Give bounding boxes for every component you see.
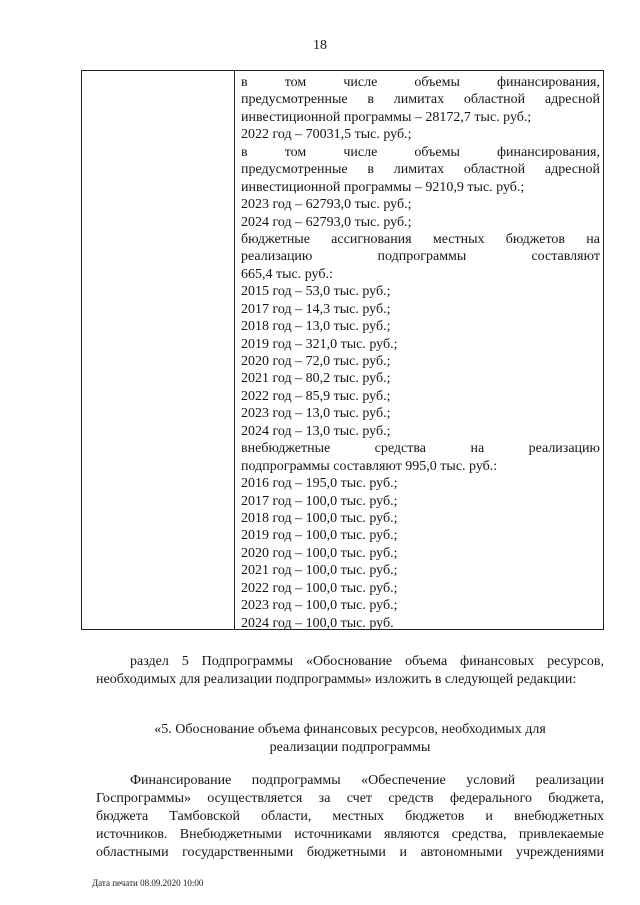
table-line: 2023 год – 100,0 тыс. руб.; [241,598,398,614]
table-line: инвестиционной программы – 28172,7 тыс. руб.; [241,109,532,125]
table-line: инвестиционной программы – 9210,9 тыс. руб.; [241,179,525,195]
table-line: 2016 год – 195,0 тыс. руб.; [241,476,398,492]
table-line: реализацию подпрограммы составляют [241,249,600,265]
table-line: 2023 год – 13,0 тыс. руб.; [241,406,391,422]
table-line: предусмотренные в лимитах областной адресной [241,162,600,178]
table-line: 2022 год – 85,9 тыс. руб.; [241,388,391,404]
table-line: 665,4 тыс. руб.: [241,266,333,282]
table-line: 2023 год – 62793,0 тыс. руб.; [241,197,412,213]
table-line: 2019 год – 100,0 тыс. руб.; [241,528,398,544]
table-line: подпрограммы составляют 995,0 тыс. руб.: [241,458,498,474]
print-date: Дата печати 08.09.2020 10:00 [92,878,204,888]
financing-table [81,70,604,630]
section-heading-line-1: «5. Обоснование объема финансовых ресурсов, необходимых для [154,722,546,737]
amendment-paragraph [96,653,604,689]
financing-paragraph [96,772,604,862]
table-right-cell [241,74,600,632]
paragraph-line: бюджета Тамбовской области, местных бюджетов и внебюджетных [96,809,604,824]
table-line: 2018 год – 13,0 тыс. руб.; [241,319,391,335]
table-line: внебюджетные средства на реализацию [241,441,600,457]
paragraph-line: Госпрограммы» осуществляется за счет средств федерального бюджета, [96,791,604,806]
table-line: 2022 год – 100,0 тыс. руб.; [241,580,398,596]
table-line: 2021 год – 100,0 тыс. руб.; [241,563,398,579]
paragraph-line: Финансирование подпрограммы «Обеспечение условий реализации [130,773,604,788]
page-number: 18 [313,38,327,53]
table-line: 2020 год – 100,0 тыс. руб.; [241,545,398,561]
table-line: 2015 год – 53,0 тыс. руб.; [241,284,391,300]
paragraph-line: источников. Внебюджетными источниками являются средства, привлекаемые [96,827,604,842]
table-line: 2022 год – 70031,5 тыс. руб.; [241,127,412,143]
table-line: 2024 год – 62793,0 тыс. руб.; [241,214,412,230]
table-line: в том числе объемы финансирования, [241,75,600,90]
section-heading-line-2: реализации подпрограммы [269,740,431,755]
paragraph-line: областными государственными бюджетными и автономными учреждениями [96,845,604,860]
table-line: 2024 год – 100,0 тыс. руб. [241,615,394,631]
amendment-text: раздел 5 Подпрограммы «Обоснование объема финансовых ресурсов, необходимых для реализации подпрограммы» изложить в следующей редакции: [96,654,604,687]
table-line: 2020 год – 72,0 тыс. руб.; [241,354,391,369]
table-line: в том числе объемы финансирования, [241,144,600,160]
table-line: бюджетные ассигнования местных бюджетов на [241,231,600,247]
table-line: 2017 год – 14,3 тыс. руб.; [241,301,391,317]
section-heading [96,721,604,757]
table-line: 2021 год – 80,2 тыс. руб.; [241,371,391,387]
table-line: 2018 год – 100,0 тыс. руб.; [241,510,398,526]
table-line: 2017 год – 100,0 тыс. руб.; [241,493,398,509]
table-line: 2024 год – 13,0 тыс. руб.; [241,423,391,439]
table-line: предусмотренные в лимитах областной адресной [241,92,600,108]
table-line: 2019 год – 321,0 тыс. руб.; [241,336,398,352]
table-left-cell [82,71,235,629]
